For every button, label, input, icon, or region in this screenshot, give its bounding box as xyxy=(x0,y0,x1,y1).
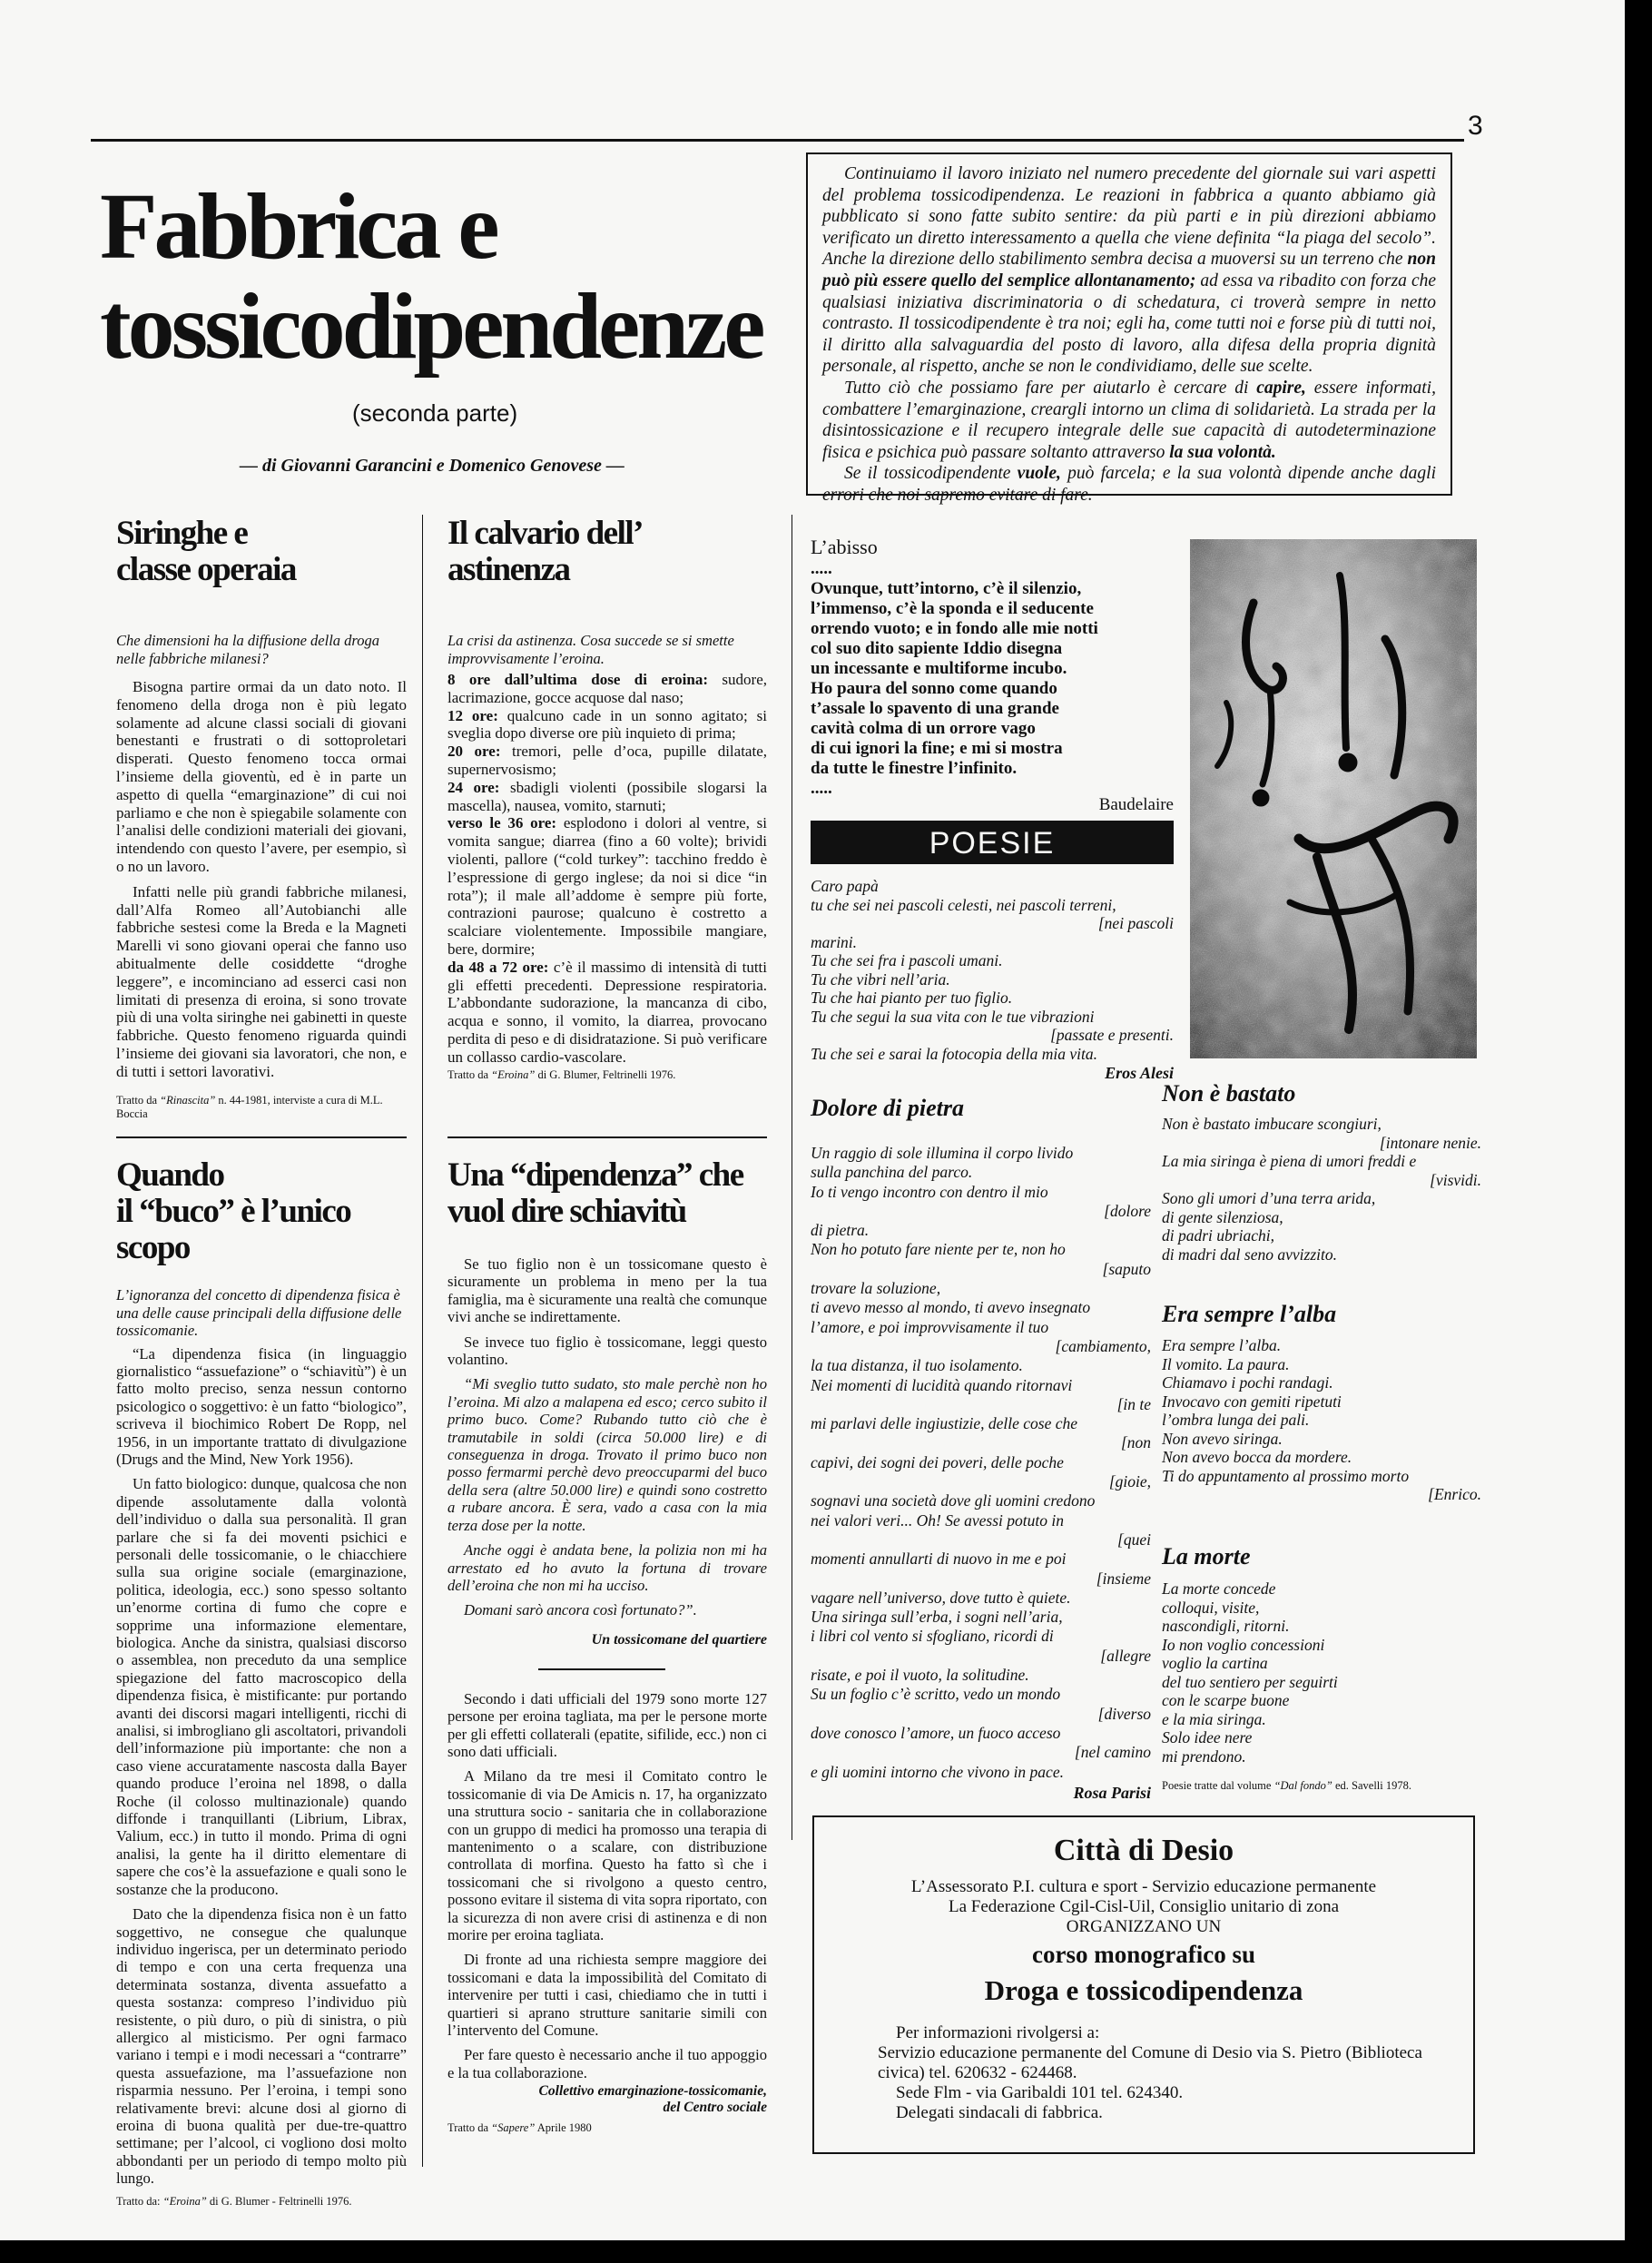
timeline-key: da 48 a 72 ore: xyxy=(447,958,549,976)
poem-line: di padri ubriachi, xyxy=(1162,1226,1274,1245)
column-divider xyxy=(422,515,423,2167)
source-text: Tratto da xyxy=(447,2121,492,2135)
desio-organizers xyxy=(832,1877,1455,1937)
article-body xyxy=(447,1255,767,1619)
poem-line: La morte concede xyxy=(1162,1579,1276,1598)
timeline-item xyxy=(447,743,767,779)
poem-line: nei valori veri... Oh! Se avessi potuto in xyxy=(811,1510,1064,1530)
poem-line: Non ho potuto fare niente per te, non ho xyxy=(811,1240,1066,1259)
body-paragraph: Se tuo figlio non è un tossicomane questo è sicuramente un problema in meno per la tua famiglia, ma è sicuramente una realtà che comunque vivi anche se indirettamente. xyxy=(447,1255,767,1326)
page-title xyxy=(100,174,790,379)
poem-line: di cui ignori la fine; e mi si mostra xyxy=(811,739,1063,758)
graffiti-image xyxy=(1190,539,1477,1058)
source-title: “Dal fondo” xyxy=(1273,1779,1332,1792)
poem-era-sempre-l-alba xyxy=(1162,1336,1481,1504)
article-lead: Che dimensioni ha la diffusione della droga nelle fabbriche milanesi? xyxy=(116,632,379,667)
poem-line: Un raggio di sole illumina il corpo livido xyxy=(811,1144,1074,1162)
signature: Un tossicomane del quartiere xyxy=(591,1631,767,1648)
article-calvario xyxy=(447,516,767,1082)
poem-line: [visvidi. xyxy=(1430,1170,1481,1189)
article-una-dipendenza xyxy=(447,1157,767,2135)
intro-text: ad essa va ribadito con forza che qualsiasi iniziativa discriminatoria o di schedatura, ci troverà sempre in netto contrasto. Il tossicodipendente è tra noi; egli ha, come tutti noi e forse più di tutti noi, il diritto alla salvaguardia del posto di lavoro, alla difesa della propria dignità personale, al rispetto, anche se non le condividiamo, delle sue scelte. xyxy=(822,271,1436,377)
poem-line: Non avevo bocca da mordere. xyxy=(1162,1448,1352,1466)
section-divider xyxy=(116,1136,407,1138)
intro-text: può farcela; e la sua volontà dipende anche dagli errori che noi sapremo evitare di fare. xyxy=(822,464,1437,505)
poem-line: Tu che hai pianto per tuo figlio. xyxy=(811,989,1013,1007)
poem-line: l’immenso, c’è la sponda e il seducente xyxy=(811,599,1094,618)
article-body xyxy=(447,1690,767,2082)
body-paragraph: “La dipendenza fisica (in linguaggio giornalistico “assuefazione” o “schiavitù”) è un fatto molto preciso, senza nessun contorno psicologico o soggettivo: è un fatto “biologico”, scriveva il biochimico Robert De Ropp, nel 1956, in un importante trattato di divulgazione (Drugs and the Mind, New York 1956). xyxy=(116,1344,407,1468)
body-paragraph: A Milano da tre mesi il Comitato contro le tossicomanie di via De Amicis n. 17, ha organizzato una struttura socio - sanitaria che in collaborazione con un gruppo di medici ha promosso una terapia di mantenimento o a scalare, con distribuzione controllata di morfina. Questo ha fatto sì che i tossicomani che si rivolgono a questo centro, possono evitare il sistema di vita sopra riportato, con la sicurezza di non avere crisi di astinenza e di non morire per eroina tagliata. xyxy=(447,1767,767,1943)
quote-paragraph: Anche oggi è andata bene, la polizia non mi ha arrestato ed ho avuto la fortuna di trovare dell’eroina che non mi ha ucciso. xyxy=(447,1541,767,1594)
timeline-key: verso le 36 ore: xyxy=(447,814,557,832)
signature xyxy=(447,2083,767,2116)
poem-line: la tua distanza, il tuo isolamento. xyxy=(811,1356,1023,1375)
organizer-line: L’Assessorato P.I. cultura e sport - Servizio educazione permanente xyxy=(910,1877,1377,1896)
poem-line: Invocavo con gemiti ripetuti xyxy=(1162,1392,1342,1411)
poem-line: Su un foglio c’è scritto, vedo un mondo xyxy=(811,1685,1061,1704)
article-headline xyxy=(447,516,767,588)
poem-line: Chiamavo i pochi randagi. xyxy=(1162,1373,1333,1392)
intro-box xyxy=(806,153,1452,505)
quote-paragraph: Domani sarò ancora così fortunato?”. xyxy=(464,1601,697,1619)
poem-line: [in te xyxy=(1116,1394,1151,1413)
poem-dots: ..... xyxy=(811,559,832,578)
headline-line: astinenza xyxy=(447,551,570,588)
poem-line: e la mia siringa. xyxy=(1162,1709,1266,1728)
article-siringhe xyxy=(116,516,407,1121)
source-note xyxy=(1162,1779,1481,1793)
page-number: 3 xyxy=(1468,111,1483,141)
source-note xyxy=(116,2195,407,2209)
poem-line: [nel camino xyxy=(1074,1743,1151,1762)
article-body xyxy=(116,1345,407,2188)
timeline-key: 8 ore dall’ultima dose di eroina: xyxy=(447,671,709,688)
source-text: Tratto da xyxy=(116,1093,161,1107)
poem-line: Tu che segui la sua vita con le tue vibrazioni xyxy=(811,1007,1095,1026)
poem-line: [allegre xyxy=(1100,1646,1151,1665)
poem-line: Sono gli umori d’una terra arida, xyxy=(1162,1189,1376,1207)
subtitle: (seconda parte) xyxy=(352,399,518,427)
title-line-2: tossicodipendenze xyxy=(100,274,762,379)
timeline-item xyxy=(447,671,767,707)
quote-paragraph: “Mi sveglio tutto sudato, sto male perchè non ho l’eroina. Mi alzo a malapena ed esco; cerco subito il primo buco. Come? Rubando tutto ciò che è tramutabile in soldi (circa 50.000 lire) e di conseguenza in droga. Trovato il primo buco non posso fermarmi perchè devo preoccuparmi del buco della sera (altre 50.000 lire) e quindi sono costretto a rubare ancora. È sera, vado a casa con la mia terza dose per la notte. xyxy=(447,1375,767,1534)
poem-line: cavità colma di un orrore vago xyxy=(811,719,1036,738)
article-headline xyxy=(447,1157,767,1230)
short-rule xyxy=(538,1668,665,1670)
poem-line: di pietra. xyxy=(811,1221,870,1240)
intro-text: Se il tossicodipendente xyxy=(844,464,1018,484)
poem-caro-papa xyxy=(811,877,1174,1063)
source-text: Aprile 1980 xyxy=(535,2121,592,2135)
poem-line: [insieme xyxy=(1096,1569,1151,1588)
poem-line: [Enrico. xyxy=(1428,1485,1481,1503)
intro-paragraph xyxy=(822,463,1436,506)
poem-line: [non xyxy=(1120,1433,1151,1452)
article-lead: L’ignoranza del concetto di dipendenza fisica è una delle cause principali della diffusione delle tossicomanie. xyxy=(116,1286,402,1339)
body-paragraph: Secondo i dati ufficiali del 1979 sono morte 127 persone per eroina tagliata, ma per le persone morte per gli effetti collaterali (epatite, sifilide, ecc.) non ci sono dati ufficiali. xyxy=(447,1689,767,1760)
poem-line: Tu che sei e sarai la fotocopia della mia vita. xyxy=(811,1044,1097,1063)
poem-line: Nei momenti di lucidità quando ritornavi xyxy=(811,1375,1073,1394)
headline-line: Una “dipendenza” che xyxy=(447,1156,743,1194)
poem-line: Caro papà xyxy=(811,877,879,895)
poem-line: Ti do appuntamento al prossimo morto xyxy=(1162,1466,1410,1485)
poem-line: colloqui, visite, xyxy=(1162,1598,1260,1617)
desio-info xyxy=(878,2023,1455,2123)
desio-title: Città di Desio xyxy=(1053,1834,1234,1867)
headline-line: Quando xyxy=(116,1156,224,1194)
poem-line: Tu che sei fra i pascoli umani. xyxy=(811,951,1003,969)
poem-body xyxy=(811,579,1174,779)
poem-line: orrendo vuoto; e in fondo alle mie notti xyxy=(811,619,1098,638)
info-line: Servizio educazione permanente del Comune di Desio via S. Pietro (Biblioteca civica) tel. 620632 - 624468. xyxy=(878,2043,1422,2082)
poem-title: La morte xyxy=(1162,1543,1251,1569)
source-title: “Rinascita” xyxy=(160,1093,216,1107)
poem-title: Era sempre l’alba xyxy=(1162,1301,1337,1327)
article-headline xyxy=(116,1157,407,1266)
title-line-1: Fabbrica e xyxy=(100,174,497,279)
intro-text: essere informati, combattere l’emarginazione, creargli intorno un clima di solidarietà. La strada per la disintossicazione e il recupero integrale delle sue capacità di autodeterminazione fisica e psichica può passare soltanto attraverso xyxy=(822,378,1436,462)
poem-line: un incessante e multiforme incubo. xyxy=(811,659,1067,678)
poem-line: Una siringa sull’erba, i sogni nell’aria, xyxy=(811,1608,1063,1627)
source-text: n. 44-1981, interviste a cura di M.L. Boccia xyxy=(116,1093,383,1120)
timeline-item xyxy=(447,779,767,815)
article-quando-il-buco xyxy=(116,1157,407,2209)
intro-emphasis: non può più essere quello del semplice allontanamento; xyxy=(822,250,1436,290)
poem-line: [cambiamento, xyxy=(1055,1336,1151,1355)
poem-line: di madri dal seno avvizzito. xyxy=(1162,1245,1337,1264)
poem-line: Io non voglio concessioni xyxy=(1162,1635,1325,1654)
signature-line: Collettivo emarginazione-tossicomanie, xyxy=(538,2083,767,2100)
poem-line: del tuo sentiero per seguirti xyxy=(1162,1672,1338,1691)
poem-title: Dolore di pietra xyxy=(811,1095,964,1121)
article-headline xyxy=(116,516,407,588)
poem-line: dove conosco l’amore, un fuoco acceso xyxy=(811,1723,1061,1742)
poem-la-morte xyxy=(1162,1579,1481,1766)
source-text: di G. Blumer - Feltrinelli 1976. xyxy=(206,2194,352,2208)
byline: — di Giovanni Garancini e Domenico Genovese — xyxy=(240,456,624,476)
info-line: Delegati sindacali di fabbrica. xyxy=(896,2103,1103,2122)
timeline-text: esplodono i dolori al ventre, si vomita sangue; diarrea (fino a 60 volte); brividi violenti, pallore (“cold turkey”: tacchino freddo è l’espressione di gergo inglese; da noi si dice “in rota”); il male all’addome è sempre più forte, contrazioni paurose; qualcuno è costretto a scalciare violentemente. Impossibile mangiare, bere, dormire; xyxy=(447,814,767,958)
poem-line: sognavi una società dove gli uomini credono xyxy=(811,1491,1096,1510)
poem-author: Rosa Parisi xyxy=(1073,1784,1151,1802)
body-paragraph: Per fare questo è necessario anche il tuo appoggio e la tua collaborazione. xyxy=(447,2046,767,2081)
poem-title: Non è bastato xyxy=(1162,1080,1296,1107)
poem-line: voglio la cartina xyxy=(1162,1654,1268,1672)
headline-line: il “buco” è l’unico scopo xyxy=(116,1193,351,1266)
organizer-line: La Federazione Cgil-Cisl-Uil, Consiglio unitario di zona xyxy=(948,1897,1340,1916)
timeline-item xyxy=(447,814,767,958)
poem-line: [dolore xyxy=(1104,1201,1151,1220)
poem-line: l’amore, e poi improvvisamente il tuo xyxy=(811,1317,1049,1336)
poem-line: Io ti vengo incontro con dentro il mio xyxy=(811,1182,1048,1201)
poem-line: Non avevo siringa. xyxy=(1162,1429,1283,1448)
source-text: Tratto da xyxy=(447,1068,492,1081)
source-text: di G. Blumer, Feltrinelli 1976. xyxy=(535,1068,676,1081)
intro-emphasis: vuole, xyxy=(1017,464,1061,484)
source-title: “Sapere” xyxy=(491,2121,536,2135)
desio-course-title: Droga e tossicodipendenza xyxy=(984,1974,1303,2006)
timeline-text: tremori, pelle d’oca, pupille dilatate, supernervosismo; xyxy=(447,743,767,778)
poem-line: mi parlavi delle ingiustizie, delle cose che xyxy=(811,1414,1078,1433)
article-body xyxy=(447,671,767,1067)
poem-non-e-bastato xyxy=(1162,1115,1481,1264)
poem-line: i libri col vento si sfogliano, ricordi di xyxy=(811,1627,1054,1646)
poem-dolore-di-pietra xyxy=(811,1144,1151,1782)
headline-line: vuol dire schiavitù xyxy=(447,1193,686,1230)
signature-line: del Centro sociale xyxy=(663,2100,767,2116)
article-body xyxy=(116,678,407,1081)
graffiti-photo xyxy=(1190,539,1477,1058)
poem-line: momenti annullarti di nuovo in me e poi xyxy=(811,1550,1067,1569)
source-text: Poesie tratte dal volume xyxy=(1162,1779,1274,1792)
poem-line: l’ombra lunga dei pali. xyxy=(1162,1411,1310,1429)
headline-line: Il calvario dell’ xyxy=(447,515,643,552)
source-text: Tratto da: xyxy=(116,2194,163,2208)
timeline-text: qualcuno cade in un sonno agitato; si sveglia dopo diverse ore più inquieto di prima; xyxy=(447,706,767,743)
poem-line: Tu che vibri nell’aria. xyxy=(811,969,950,989)
poem-line: [passate e presenti. xyxy=(1050,1026,1174,1044)
source-text: ed. Savelli 1978. xyxy=(1332,1779,1411,1792)
timeline-key: 20 ore: xyxy=(447,743,501,761)
intro-text: Continuiamo il lavoro iniziato nel numero precedente del giornale sui vari aspetti del problema tossicodipendenza. Le reazioni in fabbrica a quanto abbiamo già pubblicato si sono fatte subito sentire: da più parti e in più direzioni abbiamo verificato un diretto interessamento a quella che viene definita “la piaga del secolo”. Anche la direzione dello stabilimento sembra decisa a muoversi su un terreno che xyxy=(822,164,1436,270)
body-paragraph: Infatti nelle più grandi fabbriche milanesi, dall’Alfa Romeo all’Autobianchi alle fabbriche sestesi come la Breda e la Magneti Marelli vi sono giovani operai che fanno uso abitualmente delle cosiddette “droghe leggere”, e incominciano ad esserci casi non limitati di presenza di eroina, si sono trovate più di una volta siringhe nei gabinetti in queste fabbriche. Questo fenomeno riguarda quindi l’insieme dei giovani sia lavoratori, che non, e di tutti i settori lavorativi. xyxy=(116,882,407,1080)
info-line: Per informazioni rivolgersi a: xyxy=(896,2023,1100,2042)
intro-paragraph xyxy=(822,378,1436,463)
poem-line: sulla panchina del parco. xyxy=(811,1163,973,1182)
poem-line: di gente silenziosa, xyxy=(1162,1207,1283,1226)
timeline-text: sbadigli violenti (possibile slogarsi la mascella), nausea, vomito, starnuti; xyxy=(447,778,767,814)
timeline-key: 12 ore: xyxy=(447,706,498,724)
poem-line: e gli uomini intorno che vivono in pace. xyxy=(811,1762,1064,1781)
poem-line: [quei xyxy=(1117,1530,1151,1549)
poem-line: tu che sei nei pascoli celesti, nei pascoli terreni, xyxy=(811,895,1116,914)
headline-line: classe operaia xyxy=(116,551,296,588)
section-divider xyxy=(447,1136,767,1138)
poem-line: marini. xyxy=(811,932,858,951)
timeline-item xyxy=(447,959,767,1067)
poem-line: Il vomito. La paura. xyxy=(1162,1354,1290,1373)
poem-line: Era sempre l’alba. xyxy=(1162,1336,1282,1354)
timeline-text: c’è il massimo di intensità di tutti gli effetti precedenti. Depressione respiratoria. L’abbondante sudorazione, la mancanza di cibo, acqua e sonno, il vomito, la diarrea, provocano perdita di peso e di disidratazione. Si può verificare un collasso cardio-vascolare. xyxy=(447,958,767,1066)
article-lead: La crisi da astinenza. Cosa succede se si smette improvvisamente l’eroina. xyxy=(447,632,734,667)
source-note xyxy=(116,1094,407,1121)
poem-author: Eros Alesi xyxy=(1105,1064,1174,1082)
poem-abisso xyxy=(811,536,1174,815)
poem-line: Ovunque, tutt’intorno, c’è il silenzio, xyxy=(811,579,1082,598)
poem-line: col suo dito sapiente Iddio disegna xyxy=(811,639,1063,658)
poem-line: Solo idee nere xyxy=(1162,1728,1253,1746)
intro-emphasis: capire, xyxy=(1256,378,1306,398)
body-paragraph: Dato che la dipendenza fisica non è un fatto soggettivo, ne consegue che qualunque individuo ingerisca, per un determinato periodo di tempo e con una certa frequenza una determinata sostanza, diventa assuefatto a questa sostanza: compreso l’individuo più resistente, o più duro, o più di sinistra, o più allergico al misticismo. Per ogni farmaco variano i tempi e i modi necessari a “contrarre” questa assuefazione, ma l’assuefazione non risparmia nessuno. Per l’eroina, i tempi sono relativamente brevi: alcune dosi al giorno di eroina di buona qualità per due-tre-quattro settimane; per l’alcool, ci vogliono dosi molto abbondanti per un periodo di tempo molto più lungo. xyxy=(116,1905,407,2188)
desio-announcement-box xyxy=(812,1815,1475,2154)
source-title: “Eroina” xyxy=(491,1068,536,1081)
desio-course-label: corso monografico su xyxy=(1032,1941,1255,1968)
poem-line: risate, e poi il vuoto, la solitudine. xyxy=(811,1666,1029,1685)
source-title: “Eroina” xyxy=(162,2194,207,2208)
intro-emphasis: la sua volontà. xyxy=(1169,442,1276,462)
poem-line: [intonare nenie. xyxy=(1379,1133,1481,1152)
body-paragraph: Bisogna partire ormai da un dato noto. Il fenomeno della droga non è più legato solamente ad alcune classi sociali di giovani benestanti e frustrati o di sottoproletari disperati. Questo fenomeno tocca ormai l’insieme della gioventù, ed è in parte un aspetto di quella “emarginazione” di cui noi parliamo e che non è spiegabile solamente con l’analisi delle condizioni materiali dei giovani, intendendo con questo l’avere, per esempio, sì o no un lavoro. xyxy=(116,678,407,875)
poem-line: nascondigli, ritorni. xyxy=(1162,1617,1290,1635)
poem-line: [nei pascoli xyxy=(1097,914,1174,932)
source-note xyxy=(447,1068,767,1082)
poem-line: [gioie, xyxy=(1108,1472,1151,1491)
poem-line: La mia siringa è piena di umori freddi e xyxy=(1162,1152,1417,1170)
poem-line: Ho paura del sonno come quando xyxy=(811,679,1057,698)
headline-line: Siringhe e xyxy=(116,515,248,552)
poem-line: da tutte le finestre l’infinito. xyxy=(811,759,1018,778)
poem-line: [saputo xyxy=(1102,1259,1151,1278)
poem-line: [diverso xyxy=(1097,1704,1151,1723)
organizer-line: ORGANIZZANO UN xyxy=(1066,1917,1222,1936)
poem-line: mi prendono. xyxy=(1162,1746,1246,1766)
poem-title: L’abisso xyxy=(811,536,878,558)
poem-line: con le scarpe buone xyxy=(1162,1691,1290,1709)
poem-line: vagare nell’universo, dove tutto è quiete. xyxy=(811,1588,1071,1607)
poem-line: capivi, dei sogni dei poveri, delle poche xyxy=(811,1452,1064,1471)
body-paragraph: Un fatto biologico: dunque, qualcosa che non dipende assolutamente dalla volontà dell’individuo o dalla sua personalità. Il gran parlare che si fa dei moventi psichici e personali delle tossicomanie, o le chiacchiere sulla sua origine sociale (emarginazione, politica, ideologia, ecc.) sono spesso soltanto un’enorme cortina di fumo che copre e sopprime una informazione elementare, biologica. Anche da sinistra, qualsiasi discorso o assemblea, non preceduto da una semplice spiegazione del fatto macroscopico della dipendenza fisica, è mistificante: pur portando avanti dei discorsi magari intelligenti, ricchi di analisi, si imbrogliano gli ascoltatori, privandoli dell’informazione più importante: che non a caso viene accuratamente nascosta dalla Bayer quando produce l’eroina nel 1898, o dalla Roche (il colosso multinazionale) quando diffonde i tranquillanti (Librium, Librax, Valium, ecc.) in tutto il mondo. Prima di ogni analisi, la gente ha il diritto elementare di sapere che cos’è la assuefazione e quali sono le sostanze che la producono. xyxy=(116,1475,407,1898)
timeline-item xyxy=(447,707,767,743)
timeline-key: 24 ore: xyxy=(447,778,500,796)
body-paragraph: Di fronte ad una richiesta sempre maggiore dei tossicomani e data la impossibilità del Comitato di intervenire per tutti i casi, chiediamo che in tutti i quartieri si aprano strutture sanitarie simili con l’intervento del Comune. xyxy=(447,1951,767,2040)
poem-author: Baudelaire xyxy=(1098,795,1174,814)
poem-line: ti avevo messo al mondo, ti avevo insegnato xyxy=(811,1298,1091,1317)
body-paragraph: Se invece tuo figlio è tossicomane, leggi questo volantino. xyxy=(447,1333,767,1369)
poesie-banner: POESIE xyxy=(811,821,1174,864)
info-line: Sede Flm - via Garibaldi 101 tel. 624340. xyxy=(896,2083,1184,2102)
poem-dots: ..... xyxy=(811,779,832,798)
poem-line: Non è bastato imbucare scongiuri, xyxy=(1162,1115,1382,1133)
poem-line: trovare la soluzione, xyxy=(811,1279,941,1298)
source-note xyxy=(447,2121,767,2135)
poem-line: t’assale lo spavento di una grande xyxy=(811,699,1059,718)
intro-text: Tutto ciò che possiamo fare per aiutarlo è cercare di xyxy=(844,378,1257,398)
timeline-text: sudore, lacrimazione, gocce acquose dal naso; xyxy=(447,671,767,706)
top-rule xyxy=(91,139,1464,142)
intro-paragraph xyxy=(822,163,1436,378)
